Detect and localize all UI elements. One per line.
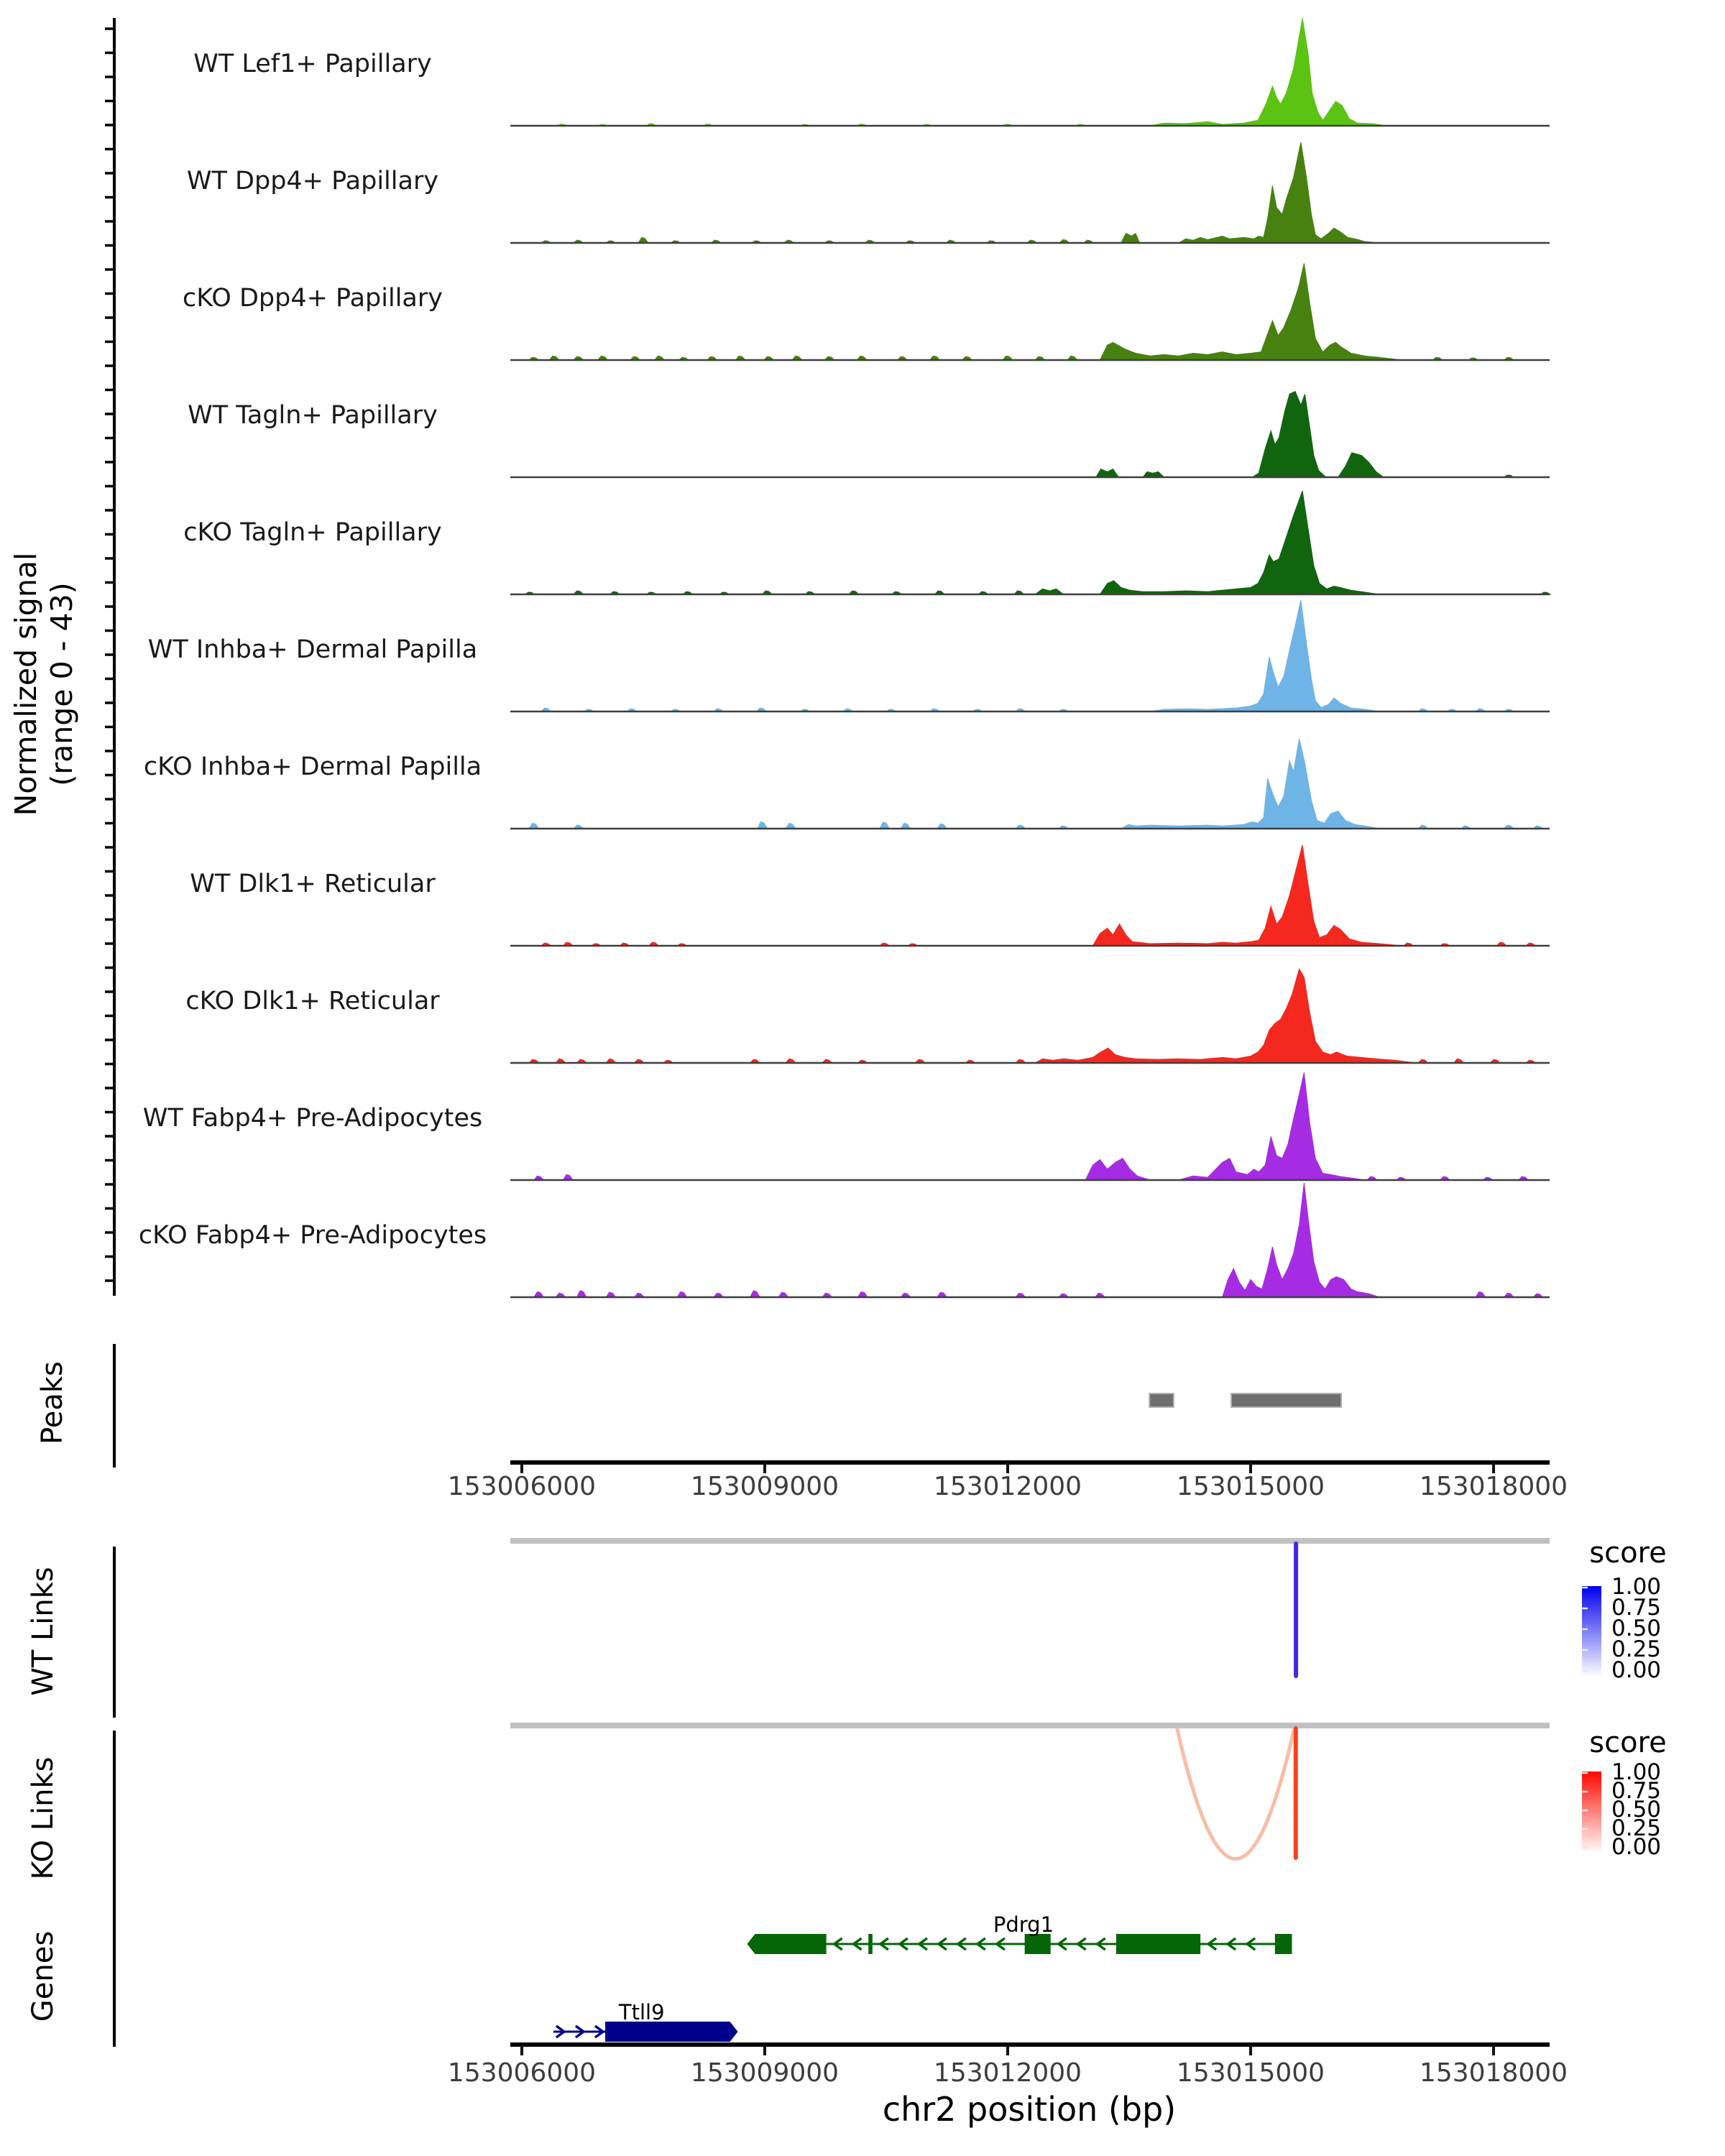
gene-label: Pdrg1 <box>993 1912 1054 1937</box>
track-label: WT Dpp4+ Papillary <box>186 167 439 195</box>
ko-link-arc <box>1177 1728 1294 1859</box>
gene-label: Ttll9 <box>618 2000 665 2024</box>
x-axis-tick-label: 153015000 <box>1176 2058 1325 2088</box>
coverage-signal-3 <box>510 263 1550 360</box>
gene-exon <box>755 1934 826 1954</box>
x-axis-tick-label: 153018000 <box>1419 1472 1568 1501</box>
coverage-signal-11 <box>510 1183 1550 1297</box>
coverage-signal-6 <box>510 600 1550 711</box>
ko-score-legend-gradient-bar <box>1582 1772 1601 1853</box>
gene-end-arrow <box>747 1934 755 1954</box>
track-label: WT Tagln+ Papillary <box>188 401 438 430</box>
wt-score-legend-tick-label: 0.00 <box>1611 1657 1662 1683</box>
coverage-signal-8 <box>510 845 1550 946</box>
x-axis-tick-label: 153012000 <box>933 2058 1082 2088</box>
x-axis-tick-label: 153009000 <box>690 1472 840 1501</box>
ko-score-legend-tick-label: 0.75 <box>1611 1778 1662 1804</box>
score-legend-bars <box>1582 1586 1601 1853</box>
wt-score-legend-tick-label: 1.00 <box>1611 1574 1662 1600</box>
coverage-signal-2 <box>510 142 1550 243</box>
gene-exon <box>605 2022 730 2042</box>
x-axis-title: chr2 position (bp) <box>882 2090 1177 2129</box>
wt-score-legend-tick-label: 0.25 <box>1611 1636 1662 1662</box>
gene-exon <box>868 1934 873 1954</box>
peak-interval <box>1149 1393 1174 1407</box>
peak-interval <box>1231 1393 1341 1407</box>
y-axis-label-line1: Normalized signal <box>9 552 43 816</box>
y-axis-label-line2: (range 0 - 43) <box>45 582 80 786</box>
wt-score-legend-tick-label: 0.75 <box>1611 1595 1662 1621</box>
wt-links-section-label: WT Links <box>27 1567 60 1696</box>
track-label: cKO Dlk1+ Reticular <box>185 987 440 1015</box>
coverage-signal-1 <box>510 18 1550 126</box>
gene-exon <box>1025 1934 1051 1954</box>
bottom-x-axis <box>510 2045 1550 2055</box>
track-label: WT Dlk1+ Reticular <box>190 870 436 898</box>
x-axis-tick-label: 153012000 <box>933 1472 1082 1501</box>
track-label: WT Lef1+ Papillary <box>193 50 432 78</box>
y-axis-label <box>8 458 83 911</box>
peaks-section-label: Peaks <box>36 1361 69 1445</box>
gene-exon <box>1275 1934 1292 1954</box>
wt-score-legend-gradient-bar <box>1582 1586 1601 1677</box>
track-label: cKO Inhba+ Dermal Papilla <box>143 752 482 781</box>
track-label: cKO Fabp4+ Pre-Adipocytes <box>138 1221 487 1250</box>
genes-section-label: Genes <box>27 1930 60 2022</box>
ko-links-section-label: KO Links <box>27 1756 60 1880</box>
ko-score-legend-tick-label: 0.50 <box>1611 1797 1662 1823</box>
x-axis-tick-label: 153006000 <box>447 2058 597 2088</box>
wt-links-track <box>114 1541 1550 1718</box>
coverage-signal-10 <box>510 1072 1550 1180</box>
x-axis-tick-label: 153015000 <box>1176 1472 1325 1501</box>
coverage-signal-4 <box>510 392 1550 477</box>
track-label: WT Fabp4+ Pre-Adipocytes <box>142 1104 483 1133</box>
wt-score-legend-title: score <box>1589 1537 1667 1570</box>
ko-score-legend-title: score <box>1589 1726 1667 1759</box>
track-label: cKO Dpp4+ Papillary <box>183 284 443 313</box>
coverage-signal-5 <box>510 491 1550 594</box>
x-axis-tick-label: 153006000 <box>447 1472 597 1501</box>
coverage-signal-9 <box>510 969 1550 1063</box>
track-label: cKO Tagln+ Papillary <box>183 518 442 547</box>
peaks-track <box>114 1344 1341 1468</box>
coverage-signal-7 <box>510 739 1550 829</box>
x-axis-tick-label: 153009000 <box>690 2058 840 2088</box>
ko-score-legend-tick-label: 1.00 <box>1611 1759 1662 1785</box>
gene-end-arrow <box>730 2022 738 2042</box>
gene-exon <box>1116 1934 1200 1954</box>
x-axis-tick-label: 153018000 <box>1419 2058 1568 2088</box>
track-label: WT Inhba+ Dermal Papilla <box>147 635 478 664</box>
ko-score-legend-tick-label: 0.00 <box>1611 1834 1662 1860</box>
signal-tracks <box>510 18 1550 1297</box>
wt-score-legend-tick-label: 0.50 <box>1611 1616 1662 1641</box>
ko-score-legend-tick-label: 0.25 <box>1611 1815 1662 1841</box>
ko-links-track <box>114 1726 1550 1906</box>
